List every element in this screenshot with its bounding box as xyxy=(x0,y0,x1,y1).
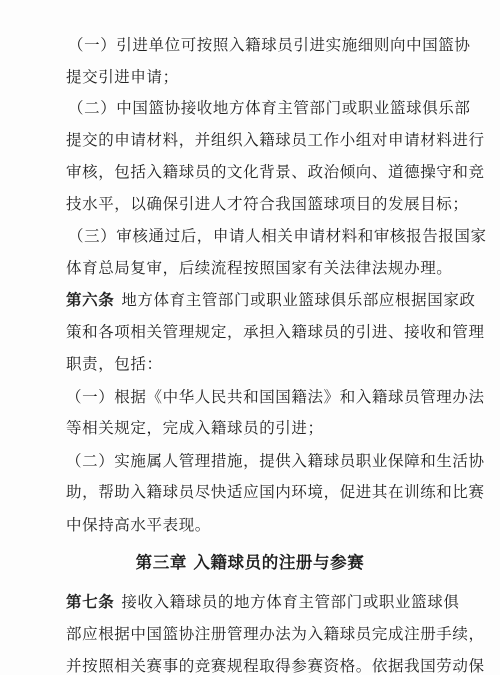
article-7-paragraph-line-3: 并按照相关赛事的竞赛规程取得参赛资格。依据我国劳动保 xyxy=(66,657,485,675)
article-6-item-2-line-1: （二）实施属人管理措施，提供入籍球员职业保障和生活协 xyxy=(66,452,485,470)
article-7-label: 第七条 xyxy=(66,593,115,611)
clause-5-item-2-line-4: 技水平，以确保引进人才符合我国篮球项目的发展目标； xyxy=(66,195,469,213)
article-6-item-2-line-3: 中保持高水平表现。 xyxy=(66,516,211,534)
clause-5-item-2-line-3: 审核，包括入籍球员的文化背景、政治倾向、道德操守和竞 xyxy=(66,163,485,181)
clause-5-item-2-line-1: （二）中国篮协接收地方体育主管部门或职业篮球俱乐部 xyxy=(68,99,471,117)
article-6-item-2-line-2: 助，帮助入籍球员尽快适应国内环境，促进其在训练和比赛 xyxy=(66,483,485,501)
clause-5-item-1-line-2: 提交引进申请； xyxy=(66,68,179,86)
clause-5-item-3-line-2: 体育总局复审，后续流程按照国家有关法律法规办理。 xyxy=(66,259,453,277)
article-6-label: 第六条 xyxy=(66,291,115,309)
article-6-paragraph-line-3: 职责，包括： xyxy=(66,355,163,373)
clause-5-item-1-line-1: （一）引进单位可按照入籍球员引进实施细则向中国篮协 xyxy=(68,36,471,54)
article-6-item-1-line-1: （一）根据《中华人民共和国国籍法》和入籍球员管理办法 xyxy=(66,388,485,406)
article-6-paragraph-line-1 xyxy=(66,290,476,310)
article-6-paragraph-line-2: 策和各项相关管理规定，承担入籍球员的引进、接收和管理 xyxy=(66,323,485,341)
chapter-3-heading: 第三章 入籍球员的注册与参赛 xyxy=(135,553,365,572)
clause-5-item-3-line-1: （三）审核通过后，申请人相关申请材料和审核报告报国家 xyxy=(68,227,487,245)
article-6-text-1: 地方体育主管部门或职业篮球俱乐部应根据国家政 xyxy=(121,291,476,309)
article-7-paragraph-line-2: 部应根据中国篮协注册管理办法为入籍球员完成注册手续， xyxy=(66,625,485,643)
article-7-text-1: 接收入籍球员的地方体育主管部门或职业篮球俱 xyxy=(121,593,460,611)
article-7-paragraph-line-1 xyxy=(66,592,459,612)
clause-5-item-2-line-2: 提交的申请材料，并组织入籍球员工作小组对申请材料进行 xyxy=(66,131,485,149)
article-6-item-1-line-2: 等相关规定，完成入籍球员的引进； xyxy=(66,419,324,437)
